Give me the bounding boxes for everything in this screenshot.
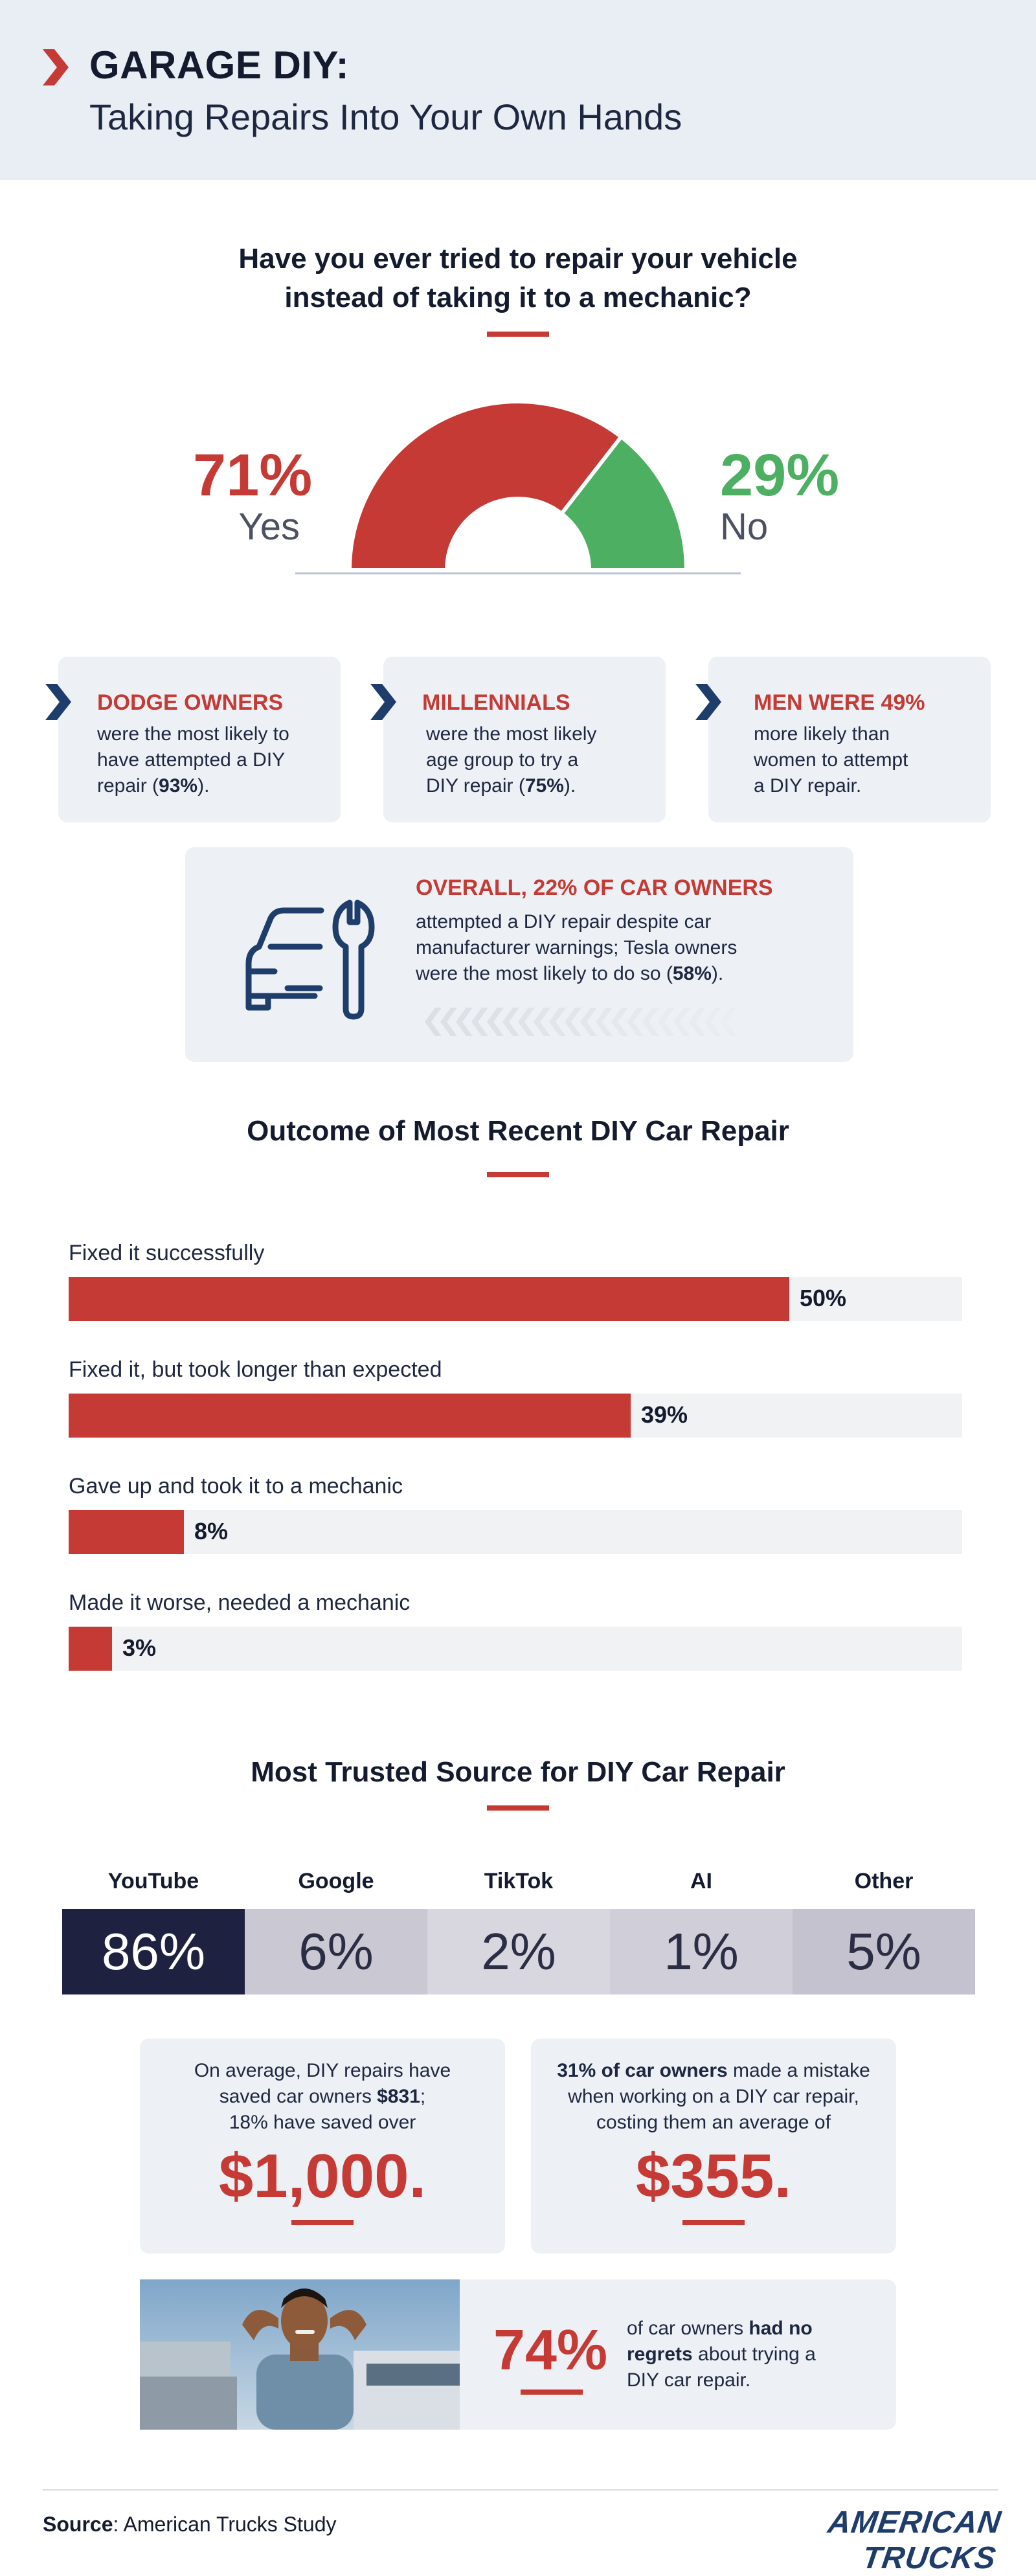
chevron-left-icon (704, 1008, 721, 1036)
bar-fill (69, 1394, 631, 1438)
yes-no-gauge (350, 376, 686, 570)
bar-label: Made it worse, needed a mechanic (69, 1590, 411, 1615)
chevron-left-icon (689, 1008, 706, 1036)
page-title: GARAGE DIY: (89, 43, 350, 87)
header-band (0, 0, 1036, 180)
bar-value: 3% (122, 1634, 157, 1661)
chevron-right-icon (43, 49, 69, 85)
bar-fill (69, 1627, 112, 1671)
card-dodge: DODGE OWNERS were the most likely to have attempted a DIY repair (93%). (58, 657, 341, 822)
bar-label: Fixed it, but took longer than expected (69, 1357, 442, 1382)
source-name: Google (298, 1869, 374, 1893)
chevron-right-icon (370, 684, 396, 720)
divider (682, 2220, 745, 2225)
chevron-left-icon (518, 1008, 535, 1036)
trusted-heading: Most Trusted Source for DIY Car Repair (251, 1756, 785, 1788)
divider (487, 1172, 549, 1177)
chevron-left-icon (549, 1008, 566, 1036)
divider (291, 2220, 354, 2225)
chevron-left-icon (456, 1008, 473, 1036)
car-wrench-icon (237, 899, 386, 1022)
source-name: YouTube (107, 1869, 199, 1893)
card-millennials: MILLENNIALS were the most likely age group to try a DIY repair (75%). (383, 657, 666, 822)
source-value: 86% (62, 1909, 245, 1994)
gauge-baseline (295, 572, 741, 574)
chevron-left-icon (627, 1008, 644, 1036)
mistake-amount: $355. (635, 2141, 792, 2211)
card-overall: OVERALL, 22% OF CAR OWNERS attempted a DIY repair despite car manufacturer warnings; Tesla owners were the most likely to do so (58%). (185, 847, 853, 1062)
bar-label: Gave up and took it to a mechanic (69, 1474, 403, 1498)
bar-value: 39% (641, 1401, 688, 1428)
outcome-heading: Outcome of Most Recent DIY Car Repair (247, 1115, 789, 1147)
chevron-strip-decoration (412, 1005, 852, 1039)
savings-amount: $1,000. (218, 2141, 427, 2211)
frustrated-man-photo (140, 2279, 460, 2430)
source-name: TikTok (484, 1869, 554, 1893)
chevron-left-icon (534, 1008, 550, 1036)
card-mistake: 31% of car owners made a mistake when working on a DIY car repair, costing them an average of $355. (531, 2039, 896, 2254)
chevron-right-icon (45, 684, 71, 720)
chevron-left-icon (580, 1008, 597, 1036)
source-value: 6% (245, 1909, 427, 1994)
bar-track (69, 1627, 962, 1671)
bar-fill (69, 1277, 789, 1321)
chevron-left-icon (502, 1008, 519, 1036)
chevron-left-icon (440, 1008, 457, 1036)
chevron-left-icon (487, 1008, 504, 1036)
bar-value: 8% (194, 1518, 229, 1544)
source-name: Other (854, 1869, 914, 1893)
bar-track (69, 1510, 962, 1554)
yes-label: Yes (238, 506, 300, 548)
chevron-left-icon (720, 1008, 737, 1036)
divider (521, 2390, 583, 2395)
regrets-percentage: 74% (493, 2318, 608, 2382)
card-regrets: 74% of car owners had no regrets about trying a DIY car repair. (140, 2279, 896, 2430)
card-men: MEN WERE 49% more likely than women to attempt a DIY repair. (708, 657, 991, 822)
bar-track (69, 1394, 962, 1438)
bar-track (69, 1277, 962, 1321)
american-trucks-logo[interactable]: AMERICAN TRUCKS (826, 2505, 1004, 2575)
bar-value: 50% (800, 1285, 847, 1311)
bar-fill (69, 1510, 184, 1554)
question-heading: Have you ever tried to repair your vehicle instead of taking it to a mechanic? (238, 243, 798, 313)
bar-label: Fixed it successfully (69, 1241, 265, 1265)
source-value: 5% (793, 1909, 975, 1994)
chevron-left-icon (565, 1008, 581, 1036)
card-savings: On average, DIY repairs have saved car owners $831; 18% have saved over $1,000. (140, 2039, 505, 2254)
chevron-left-icon (673, 1008, 690, 1036)
source-value: 1% (610, 1909, 793, 1994)
chevron-left-icon (596, 1008, 613, 1036)
gauge-yes-segment (350, 401, 621, 570)
source-value: 2% (427, 1909, 610, 1994)
source-citation: Source: American Trucks Study (43, 2513, 337, 2536)
chevron-right-icon (695, 684, 721, 720)
page-subtitle: Taking Repairs Into Your Own Hands (89, 96, 682, 137)
chevron-left-icon (425, 1008, 442, 1036)
no-percentage: 29% (720, 442, 840, 508)
chevron-left-icon (658, 1008, 675, 1036)
divider (487, 332, 549, 337)
no-label: No (720, 506, 769, 548)
footer-divider (43, 2489, 998, 2491)
yes-percentage: 71% (193, 442, 313, 508)
source-name: AI (690, 1869, 712, 1893)
chevron-left-icon (642, 1008, 659, 1036)
chevron-left-icon (611, 1008, 628, 1036)
chevron-left-icon (471, 1008, 488, 1036)
divider (487, 1805, 549, 1811)
